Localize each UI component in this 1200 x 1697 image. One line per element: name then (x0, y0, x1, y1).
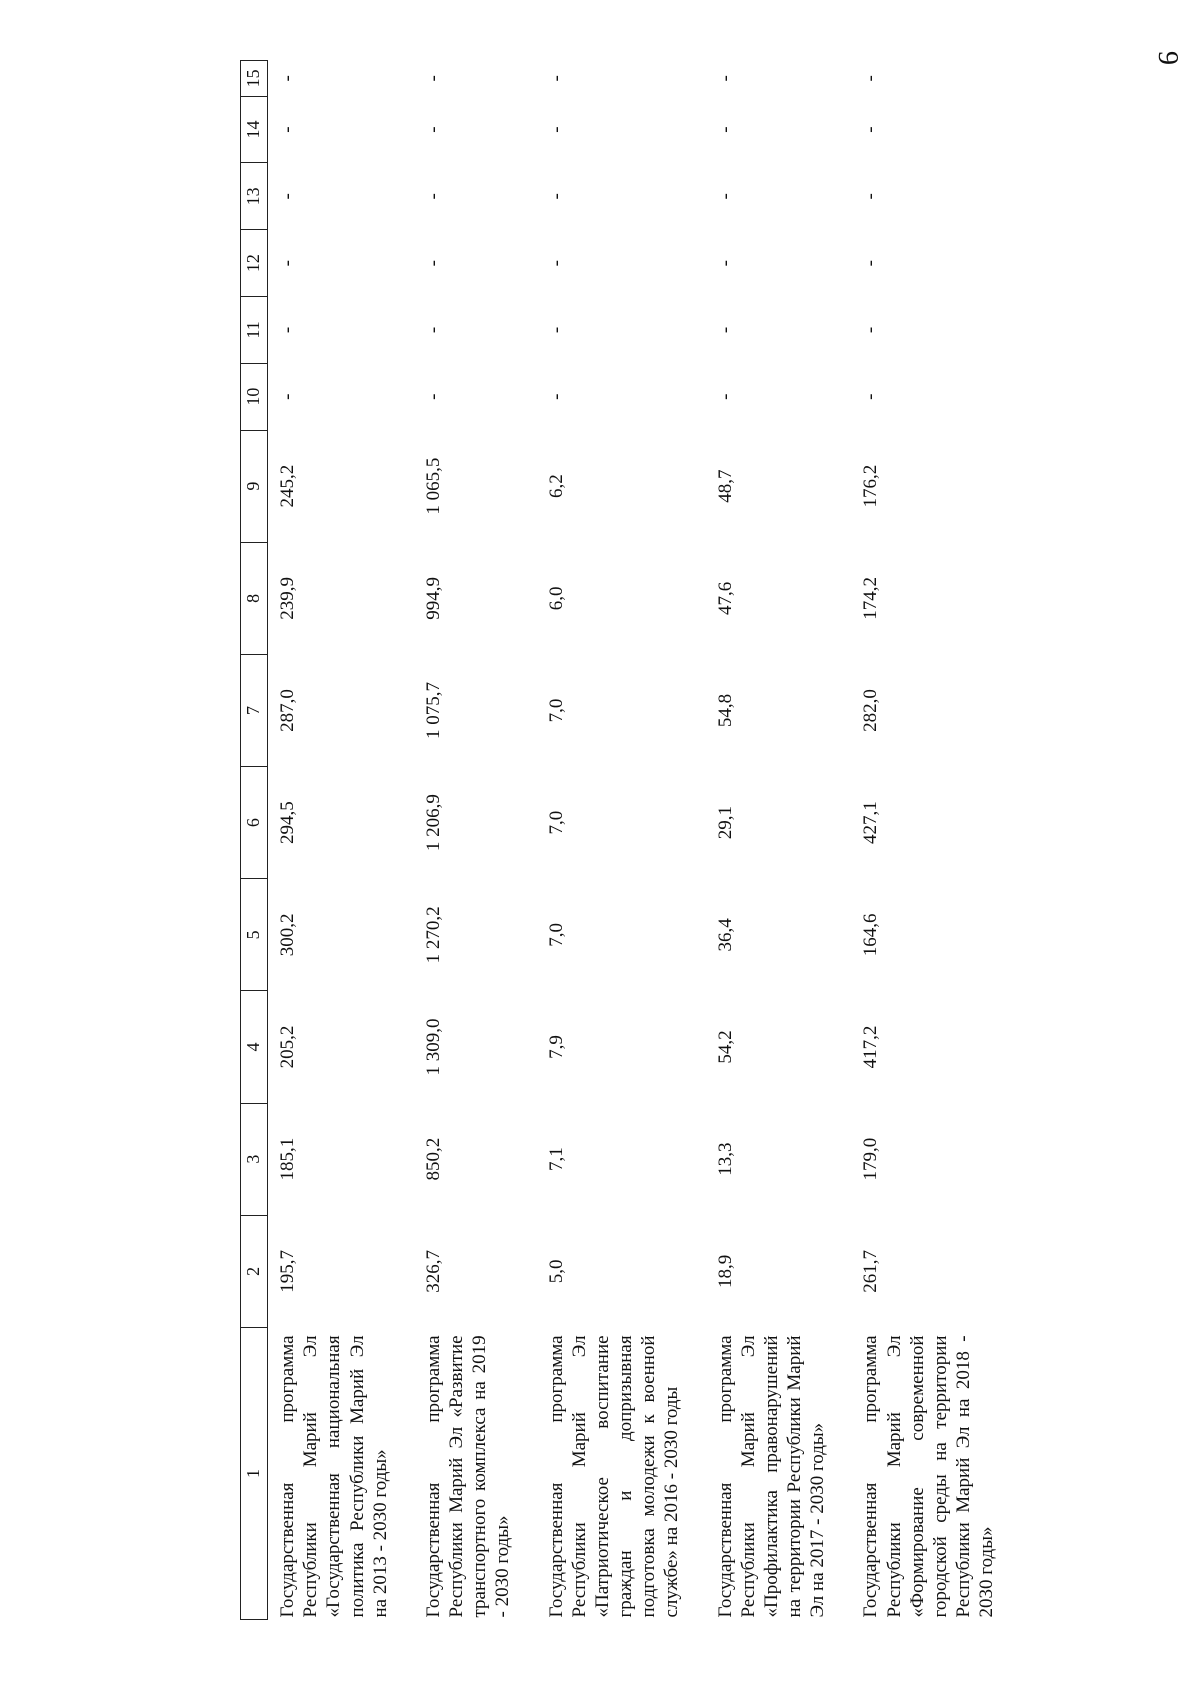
rotated-content (230, 60, 1000, 1640)
value-cell: 36,4 (714, 918, 736, 952)
value-cell: 48,7 (714, 469, 736, 503)
rotated-content-inner (230, 60, 1000, 1640)
value-cell: - (714, 393, 736, 400)
value-cell: 6,0 (545, 586, 567, 611)
program-name-cell: Государственная программа Республики Марий Эл «Развитие транспортного комплекса на 2019 - 2030 годы» (422, 1335, 514, 1618)
value-cell: - (714, 126, 736, 133)
value-cell: 1 075,7 (422, 681, 444, 739)
value-cell: - (545, 326, 567, 334)
header-cell: 6 (241, 767, 268, 879)
value-cell: 1 206,9 (422, 794, 444, 852)
value-cell: 300,2 (277, 913, 298, 957)
value-cell: 29,1 (714, 806, 736, 840)
value-cell: 7,1 (545, 1147, 567, 1172)
header-cell: 12 (241, 230, 268, 297)
table-row (268, 61, 414, 1620)
header-cell: 1 (241, 1327, 268, 1619)
value-cell: 18,9 (714, 1254, 736, 1288)
value-cell: - (714, 326, 736, 334)
value-cell: - (277, 260, 298, 267)
value-cell: 7,9 (545, 1035, 567, 1059)
value-cell: 5,0 (545, 1259, 567, 1284)
table-row (706, 61, 852, 1620)
value-cell: 1 270,2 (422, 906, 444, 964)
value-cell: 47,6 (714, 581, 736, 615)
header-cell: 10 (241, 363, 268, 430)
value-cell: 850,2 (422, 1137, 444, 1181)
header-cell: 13 (241, 163, 268, 230)
value-cell: - (277, 126, 298, 133)
value-cell: - (860, 126, 882, 133)
value-cell: 205,2 (277, 1025, 298, 1069)
header-cell: 14 (241, 96, 268, 163)
value-cell: - (860, 326, 882, 334)
value-cell: 179,0 (860, 1137, 882, 1181)
value-cell: 417,2 (860, 1025, 882, 1069)
value-cell: - (860, 75, 882, 82)
value-cell: - (860, 193, 882, 200)
value-cell: - (545, 393, 567, 400)
table-row (537, 61, 706, 1620)
table-row (851, 61, 1020, 1620)
value-cell: - (545, 260, 567, 267)
program-name-cell: Государственная программа Республики Марий Эл «Государственная национальная политика Республики Марий Эл на 2013 - 2030 годы» (277, 1335, 391, 1618)
value-cell: 195,7 (277, 1249, 298, 1293)
value-cell: 164,6 (860, 913, 882, 957)
value-cell: 326,7 (422, 1249, 444, 1293)
table-header-row (241, 61, 268, 1620)
header-cell: 9 (241, 430, 268, 542)
program-name-cell: Государственная программа Республики Марий Эл «Формирование современной городской среды на территории Республики Марий Эл на 2018 - 2030 годы» (860, 1335, 998, 1618)
header-cell: 4 (241, 991, 268, 1103)
value-cell: - (545, 75, 567, 82)
value-cell: 54,8 (714, 693, 736, 728)
value-cell: 174,2 (860, 576, 882, 620)
value-cell: - (422, 126, 444, 133)
header-cell: 7 (241, 654, 268, 766)
header-cell: 5 (241, 879, 268, 991)
value-cell: - (714, 193, 736, 200)
header-cell: 15 (241, 61, 268, 97)
value-cell: 1 065,5 (422, 457, 444, 515)
value-cell: 6,2 (545, 474, 567, 499)
header-cell: 2 (241, 1215, 268, 1327)
table-row (414, 61, 537, 1620)
value-cell: 176,2 (860, 464, 882, 508)
budget-table (240, 60, 1020, 1620)
page-number: 9 (1152, 51, 1183, 65)
value-cell: - (422, 326, 444, 334)
value-cell: 7,0 (545, 698, 567, 723)
value-cell: - (545, 193, 567, 200)
value-cell: - (714, 75, 736, 82)
value-cell: 261,7 (860, 1249, 882, 1293)
program-name-cell: Государственная программа Республики Марий Эл «Патриотическое воспитание граждан и допризывная подготовка молодежи к военной службе» на 2016 - 2030 годы (545, 1335, 683, 1618)
value-cell: - (860, 393, 882, 400)
value-cell: - (422, 193, 444, 200)
value-cell: - (714, 260, 736, 267)
value-cell: 239,9 (277, 576, 298, 620)
value-cell: - (277, 193, 298, 200)
value-cell: 7,0 (545, 922, 567, 947)
value-cell: - (422, 260, 444, 267)
value-cell: 13,3 (714, 1142, 736, 1176)
value-cell: 54,2 (714, 1030, 736, 1064)
value-cell: 245,2 (277, 464, 298, 508)
value-cell: - (422, 393, 444, 400)
value-cell: - (545, 126, 567, 133)
header-cell: 3 (241, 1103, 268, 1215)
value-cell: - (860, 260, 882, 267)
value-cell: 287,0 (277, 689, 298, 732)
value-cell: 7,0 (545, 810, 567, 835)
value-cell: - (277, 393, 298, 400)
value-cell: - (422, 75, 444, 82)
value-cell: - (277, 75, 298, 82)
header-cell: 8 (241, 542, 268, 654)
value-cell: 294,5 (277, 801, 298, 845)
value-cell: 185,1 (277, 1137, 298, 1181)
program-name-cell: Государственная программа Республики Марий Эл «Профилактика правонарушений на территории Республики Марий Эл на 2017 - 2030 годы» (714, 1335, 829, 1618)
value-cell: 282,0 (860, 689, 882, 732)
value-cell: 427,1 (860, 801, 882, 845)
value-cell: - (277, 326, 298, 334)
header-cell: 11 (241, 297, 268, 364)
value-cell: 994,9 (422, 576, 444, 620)
value-cell: 1 309,0 (422, 1018, 444, 1076)
